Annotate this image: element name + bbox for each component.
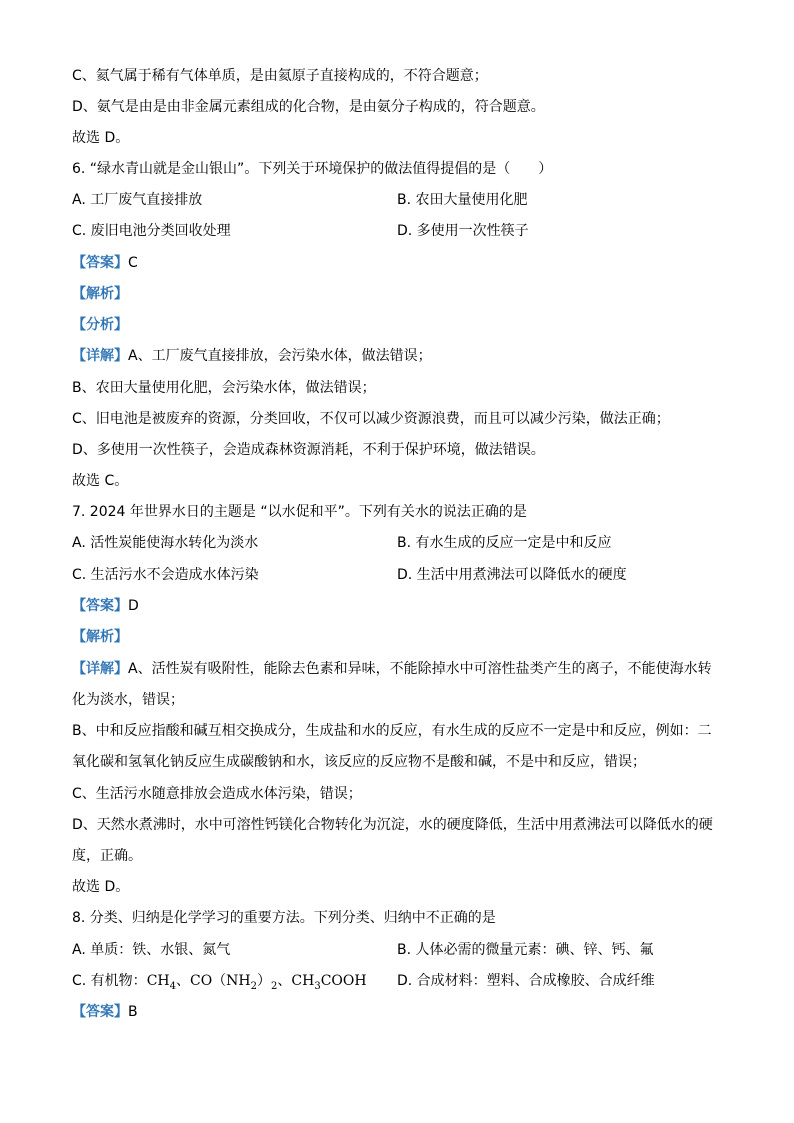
- q7-option-c: C. 生活污水不会造成水体污染: [72, 567, 259, 583]
- q7-detail-line-7: 度，正确。: [72, 848, 142, 864]
- q7-option-d: D. 生活中用煮沸法可以降低水的硬度: [397, 567, 627, 583]
- answer-value: B: [128, 1004, 138, 1020]
- q8-options-row-2: [72, 971, 722, 991]
- q8-stem: 8. 分类、归纳是化学学习的重要方法。下列分类、归纳中不正确的是: [72, 910, 496, 926]
- q6-detail-line-3: C、旧电池是被废弃的资源，分类回收，不仅可以减少资源浪费，而且可以减少污染，做法正确；: [72, 411, 670, 427]
- q7-answer: [72, 596, 722, 616]
- q6-options-row-1: [72, 190, 722, 210]
- detail-text: A、工厂废气直接排放，会污染水体，做法错误；: [128, 348, 432, 364]
- q6-options-row-2: [72, 221, 722, 241]
- q7-choose: 故选 D。: [72, 879, 130, 895]
- separator: 、: [277, 973, 292, 989]
- formula-subscript: 4: [169, 980, 176, 992]
- detail-tag: 【详解】: [72, 661, 128, 677]
- formula-acetic-acid: [291, 973, 367, 992]
- q8-option-b: B. 人体必需的微量元素：碘、锌、钙、氟: [397, 942, 654, 958]
- q7-detail-line-4: 氧化碳和氢氧化钠反应生成碳酸钠和水，该反应的反应物不是酸和碱，不是中和反应，错误；: [72, 754, 646, 770]
- q7-options-row-2: [72, 565, 722, 585]
- option-label: C. 有机物：: [72, 973, 147, 989]
- q7-detail-line-6: D、天然水煮沸时，水中可溶性钙镁化合物转化为沉淀，水的硬度降低，生活中用煮沸法可以降低水的硬: [72, 817, 713, 833]
- q6-option-c: C. 废旧电池分类回收处理: [72, 223, 231, 239]
- q8-option-d: D. 合成材料：塑料、合成橡胶、合成纤维: [397, 973, 655, 989]
- q6-option-b: B. 农田大量使用化肥: [397, 192, 528, 208]
- detail-text: A、活性炭有吸附性，能除去色素和异味，不能除掉水中可溶性盐类产生的离子，不能使海水转: [128, 661, 712, 677]
- q5-choose: 故选 D。: [72, 130, 130, 146]
- formula-subscript: 2: [250, 980, 258, 992]
- formula-part: ）: [257, 973, 272, 989]
- formula-part: CH: [146, 973, 170, 989]
- answer-tag: 【答案】: [72, 255, 128, 271]
- q5-option-d-explanation: D、氨气是由是由非金属元素组成的化合物，是由氨分子构成的，符合题意。: [72, 99, 545, 115]
- detail-tag: 【详解】: [72, 348, 128, 364]
- q6-detail-line-4: D、多使用一次性筷子，会造成森林资源消耗，不利于保护环境，做法错误。: [72, 442, 545, 458]
- answer-tag: 【答案】: [72, 598, 128, 614]
- q8-option-a: A. 单质：铁、水银、氮气: [72, 942, 231, 958]
- formula-part: CO（NH: [189, 973, 251, 989]
- q7-detail-line-5: C、生活污水随意排放会造成水体污染，错误；: [72, 786, 362, 802]
- q7-stem: 7. 2024 年世界水日的主题是 “以水促和平”。下列有关水的说法正确的是: [72, 504, 527, 520]
- q6-detail-line-2: B、农田大量使用化肥，会污染水体，做法错误；: [72, 380, 376, 396]
- q7-options-row-1: [72, 533, 722, 553]
- q5-option-c-explanation: C、氦气属于稀有气体单质，是由氦原子直接构成的，不符合题意；: [72, 68, 488, 84]
- formula-urea: [189, 973, 278, 992]
- q6-fenxi-tag: 【分析】: [72, 317, 128, 333]
- q6-option-d: D. 多使用一次性筷子: [397, 223, 529, 239]
- answer-value: C: [128, 255, 138, 271]
- separator: 、: [175, 973, 190, 989]
- q6-stem: 6. “绿水青山就是金山银山”。下列关于环境保护的做法值得提倡的是（ ）: [72, 161, 553, 177]
- q6-jiexi-tag: 【解析】: [72, 286, 128, 302]
- q7-detail-line-2: 化为淡水，错误；: [72, 692, 184, 708]
- formula-part: CH: [291, 973, 315, 989]
- formula-part: COOH: [320, 973, 367, 989]
- q6-option-a: A. 工厂废气直接排放: [72, 192, 203, 208]
- q7-option-b: B. 有水生成的反应一定是中和反应: [397, 535, 612, 551]
- q8-answer: [72, 1002, 722, 1022]
- q7-detail-line-3: B、中和反应指酸和碱互相交换成分，生成盐和水的反应，有水生成的反应不一定是中和反应，例如：二: [72, 723, 712, 739]
- q6-choose: 故选 C。: [72, 473, 129, 489]
- q8-option-c: [72, 971, 367, 991]
- q6-detail-line-1: [72, 346, 722, 366]
- q7-option-a: A. 活性炭能使海水转化为淡水: [72, 535, 259, 551]
- formula-ch4: [146, 973, 176, 992]
- q8-options-row-1: [72, 940, 722, 960]
- formula-subscript: 2: [271, 980, 278, 992]
- answer-tag: 【答案】: [72, 1004, 128, 1020]
- q7-jiexi-tag: 【解析】: [72, 629, 128, 645]
- q7-detail-line-1: [72, 659, 722, 679]
- answer-value: D: [128, 598, 139, 614]
- formula-subscript: 3: [314, 980, 321, 992]
- q6-answer: [72, 253, 722, 273]
